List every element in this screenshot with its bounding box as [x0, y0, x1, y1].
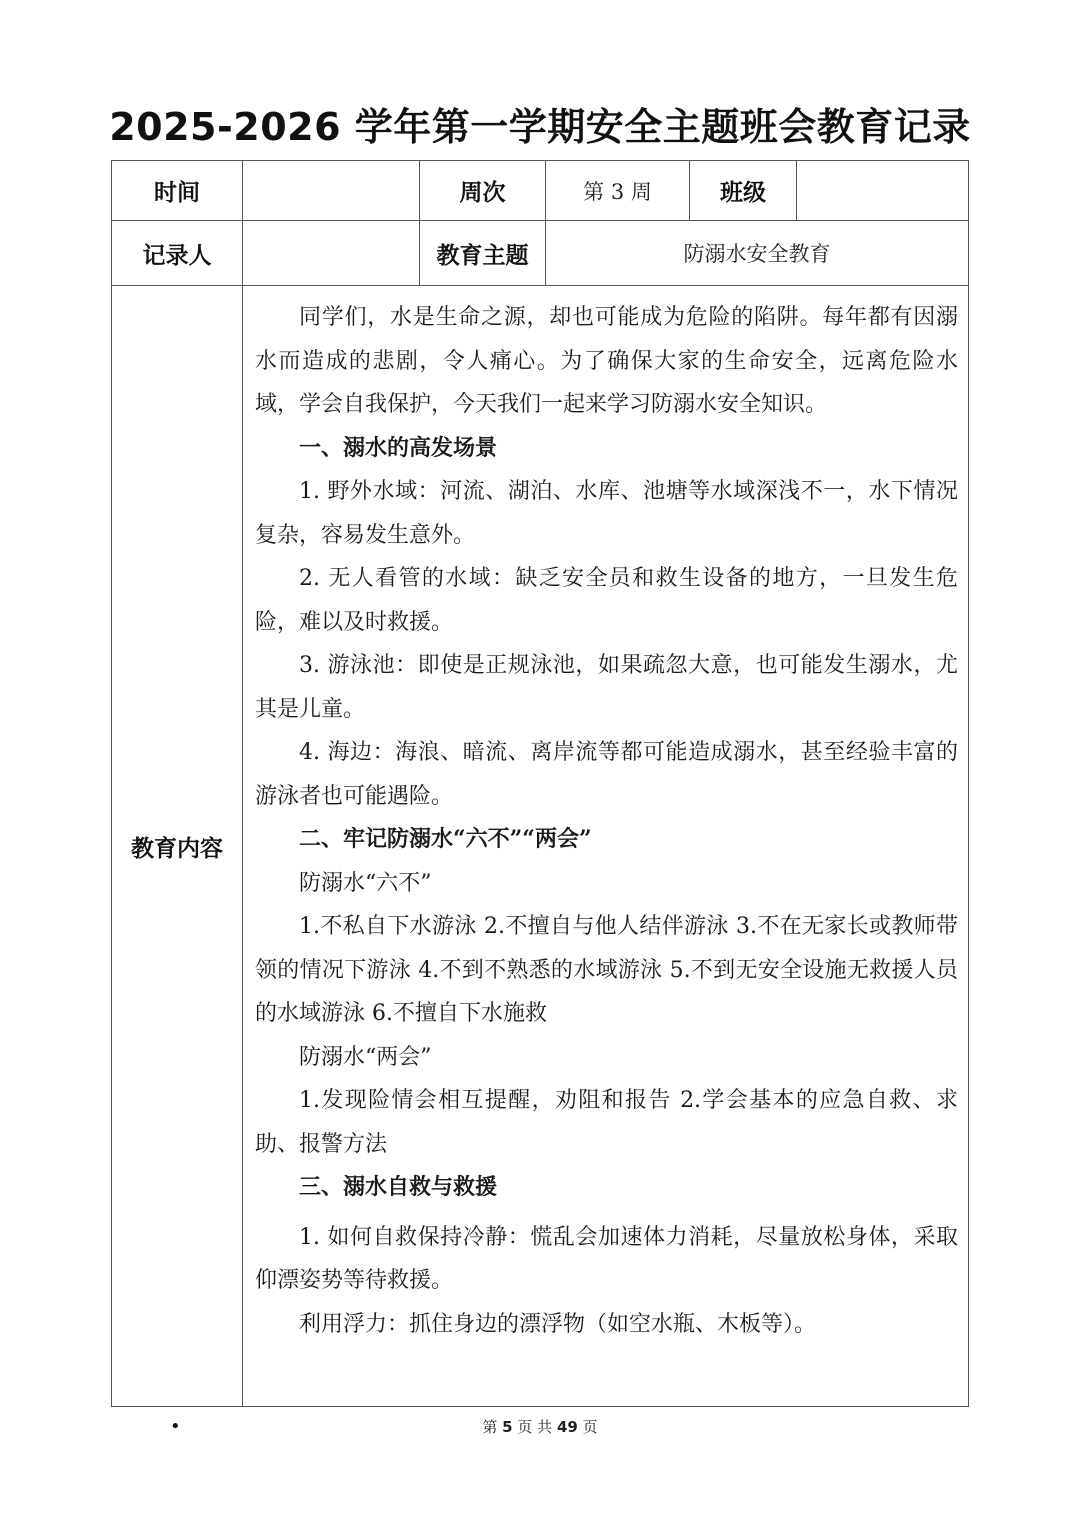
total-page-number: 49: [556, 1418, 578, 1436]
recorder-label: 记录人: [112, 221, 243, 286]
six-no-title: 防溺水“六不”: [299, 870, 432, 896]
content-label: 教育内容: [112, 286, 243, 1407]
scene-item-1: 1. 野外水域：河流、湖泊、水库、池塘等水域深浅不一，水下情况复杂，容易发生意外。: [255, 479, 958, 548]
topic-value: 防溺水安全教育: [546, 221, 969, 286]
current-page-number: 5: [502, 1418, 513, 1436]
time-label: 时间: [112, 161, 243, 221]
content-cell: [243, 286, 969, 1407]
two-know-text: 1.发现险情会相互提醒，劝阻和报告 2.学会基本的应急自救、求助、报警方法: [255, 1088, 958, 1157]
class-label: 班级: [690, 161, 797, 221]
rescue-item-2: 利用浮力：抓住身边的漂浮物（如空水瓶、木板等）。: [299, 1311, 817, 1337]
footer-bullet: •: [170, 1416, 181, 1437]
scene-item-4: 4. 海边：海浪、暗流、离岸流等都可能造成溺水，甚至经验丰富的游泳者也可能遇险。: [255, 740, 958, 809]
record-table: [111, 160, 969, 1407]
topic-label: 教育主题: [420, 221, 546, 286]
recorder-value: [243, 221, 420, 286]
section-heading-3: 三、溺水自救与救援: [299, 1174, 498, 1200]
time-value: [243, 161, 420, 221]
scene-item-3: 3. 游泳池：即使是正规泳池，如果疏忽大意，也可能发生溺水，尤其是儿童。: [255, 653, 958, 722]
footer-prefix: 第: [482, 1418, 498, 1436]
class-value: [797, 161, 969, 221]
two-know-title: 防溺水“两会”: [299, 1044, 432, 1070]
six-no-text: 1.不私自下水游泳 2.不擅自与他人结伴游泳 3.不在无家长或教师带领的情况下游泳 4.不到不熟悉的水域游泳 5.不到无安全设施无救援人员的水域游泳 6.不擅自下水施救: [255, 914, 958, 1026]
intro-paragraph: 同学们，水是生命之源，却也可能成为危险的陷阱。每年都有因溺水而造成的悲剧，令人痛心。为了确保大家的生命安全，远离危险水域，学会自我保护，今天我们一起来学习防溺水安全知识。: [255, 305, 958, 417]
rescue-item-1: 1. 如何自救保持冷静：慌乱会加速体力消耗，尽量放松身体，采取仰漂姿势等待救援。: [255, 1224, 958, 1293]
footer-middle: 页 共: [517, 1418, 553, 1436]
footer-suffix: 页: [582, 1418, 598, 1436]
page-footer: [0, 1416, 1080, 1437]
document-title: 2025-2026 学年第一学期安全主题班会教育记录: [109, 105, 971, 149]
scene-item-2: 2. 无人看管的水域：缺乏安全员和救生设备的地方，一旦发生危险，难以及时救援。: [255, 566, 958, 635]
week-value: 第 3 周: [546, 161, 690, 221]
education-content: [243, 286, 968, 1406]
week-label: 周次: [420, 161, 546, 221]
section-heading-2: 二、牢记防溺水“六不”“两会”: [299, 826, 592, 852]
section-heading-1: 一、溺水的高发场景: [299, 434, 498, 461]
